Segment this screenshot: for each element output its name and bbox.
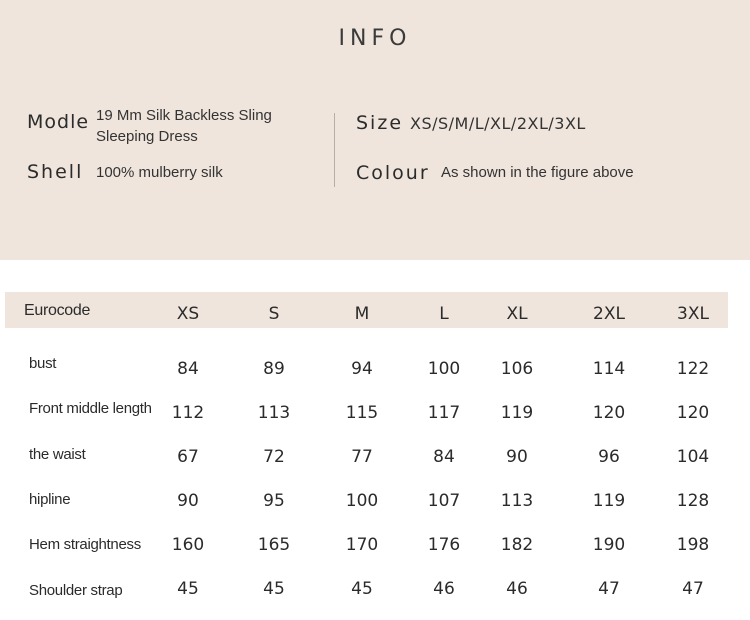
modle-label: Modle bbox=[27, 111, 90, 133]
row-label: bust bbox=[29, 355, 57, 372]
table-cell: 198 bbox=[676, 535, 710, 555]
table-cell: 90 bbox=[177, 491, 199, 511]
shell-value: 100% mulberry silk bbox=[96, 164, 223, 181]
size-header-l: L bbox=[439, 304, 449, 324]
colour-value: As shown in the figure above bbox=[441, 164, 634, 181]
table-cell: 100 bbox=[427, 359, 461, 379]
table-cell: 90 bbox=[506, 447, 528, 467]
size-header-2xl: 2XL bbox=[593, 304, 625, 324]
size-header-xs: XS bbox=[176, 304, 200, 324]
table-cell: 107 bbox=[427, 491, 461, 511]
row-label: hipline bbox=[29, 491, 71, 508]
table-cell: 77 bbox=[351, 447, 373, 467]
modle-value-line1: 19 Mm Silk Backless Sling bbox=[96, 107, 272, 124]
table-cell: 95 bbox=[263, 491, 285, 511]
info-panel bbox=[0, 0, 750, 260]
table-cell: 113 bbox=[500, 491, 534, 511]
table-cell: 46 bbox=[506, 579, 528, 599]
table-cell: 67 bbox=[177, 447, 199, 467]
table-cell: 45 bbox=[177, 579, 199, 599]
table-cell: 117 bbox=[427, 403, 461, 423]
row-label: the waist bbox=[29, 446, 86, 463]
table-cell: 89 bbox=[263, 359, 285, 379]
size-header-3xl: 3XL bbox=[677, 304, 709, 324]
table-cell: 72 bbox=[263, 447, 285, 467]
table-cell: 182 bbox=[500, 535, 534, 555]
table-cell: 114 bbox=[592, 359, 626, 379]
colour-label: Colour bbox=[356, 162, 430, 184]
size-header-xl: XL bbox=[506, 304, 528, 324]
table-cell: 176 bbox=[427, 535, 461, 555]
modle-value-line2: Sleeping Dress bbox=[96, 128, 198, 145]
size-header-m: M bbox=[354, 304, 370, 324]
table-cell: 165 bbox=[257, 535, 291, 555]
table-corner-label: Eurocode bbox=[24, 302, 91, 319]
row-label: Shoulder strap bbox=[29, 582, 123, 599]
table-cell: 100 bbox=[345, 491, 379, 511]
row-label: Hem straightness bbox=[29, 536, 141, 553]
table-cell: 170 bbox=[345, 535, 379, 555]
size-header-s: S bbox=[268, 304, 280, 324]
table-cell: 84 bbox=[177, 359, 199, 379]
table-cell: 104 bbox=[676, 447, 710, 467]
table-cell: 84 bbox=[433, 447, 455, 467]
table-cell: 45 bbox=[263, 579, 285, 599]
table-cell: 113 bbox=[257, 403, 291, 423]
info-title: INFO bbox=[338, 26, 412, 51]
table-cell: 112 bbox=[171, 403, 205, 423]
table-cell: 190 bbox=[592, 535, 626, 555]
size-value: XS/S/M/L/XL/2XL/3XL bbox=[410, 114, 586, 133]
table-cell: 160 bbox=[171, 535, 205, 555]
table-cell: 120 bbox=[592, 403, 626, 423]
table-cell: 120 bbox=[676, 403, 710, 423]
row-label: Front middle length bbox=[29, 400, 152, 417]
table-cell: 47 bbox=[598, 579, 620, 599]
table-cell: 119 bbox=[500, 403, 534, 423]
info-divider bbox=[334, 113, 335, 187]
table-cell: 46 bbox=[433, 579, 455, 599]
table-cell: 122 bbox=[676, 359, 710, 379]
table-cell: 128 bbox=[676, 491, 710, 511]
table-cell: 106 bbox=[500, 359, 534, 379]
table-cell: 96 bbox=[598, 447, 620, 467]
table-cell: 47 bbox=[682, 579, 704, 599]
shell-label: Shell bbox=[27, 161, 84, 183]
table-cell: 94 bbox=[351, 359, 373, 379]
table-cell: 115 bbox=[345, 403, 379, 423]
table-cell: 45 bbox=[351, 579, 373, 599]
size-label: Size bbox=[356, 112, 404, 134]
table-cell: 119 bbox=[592, 491, 626, 511]
